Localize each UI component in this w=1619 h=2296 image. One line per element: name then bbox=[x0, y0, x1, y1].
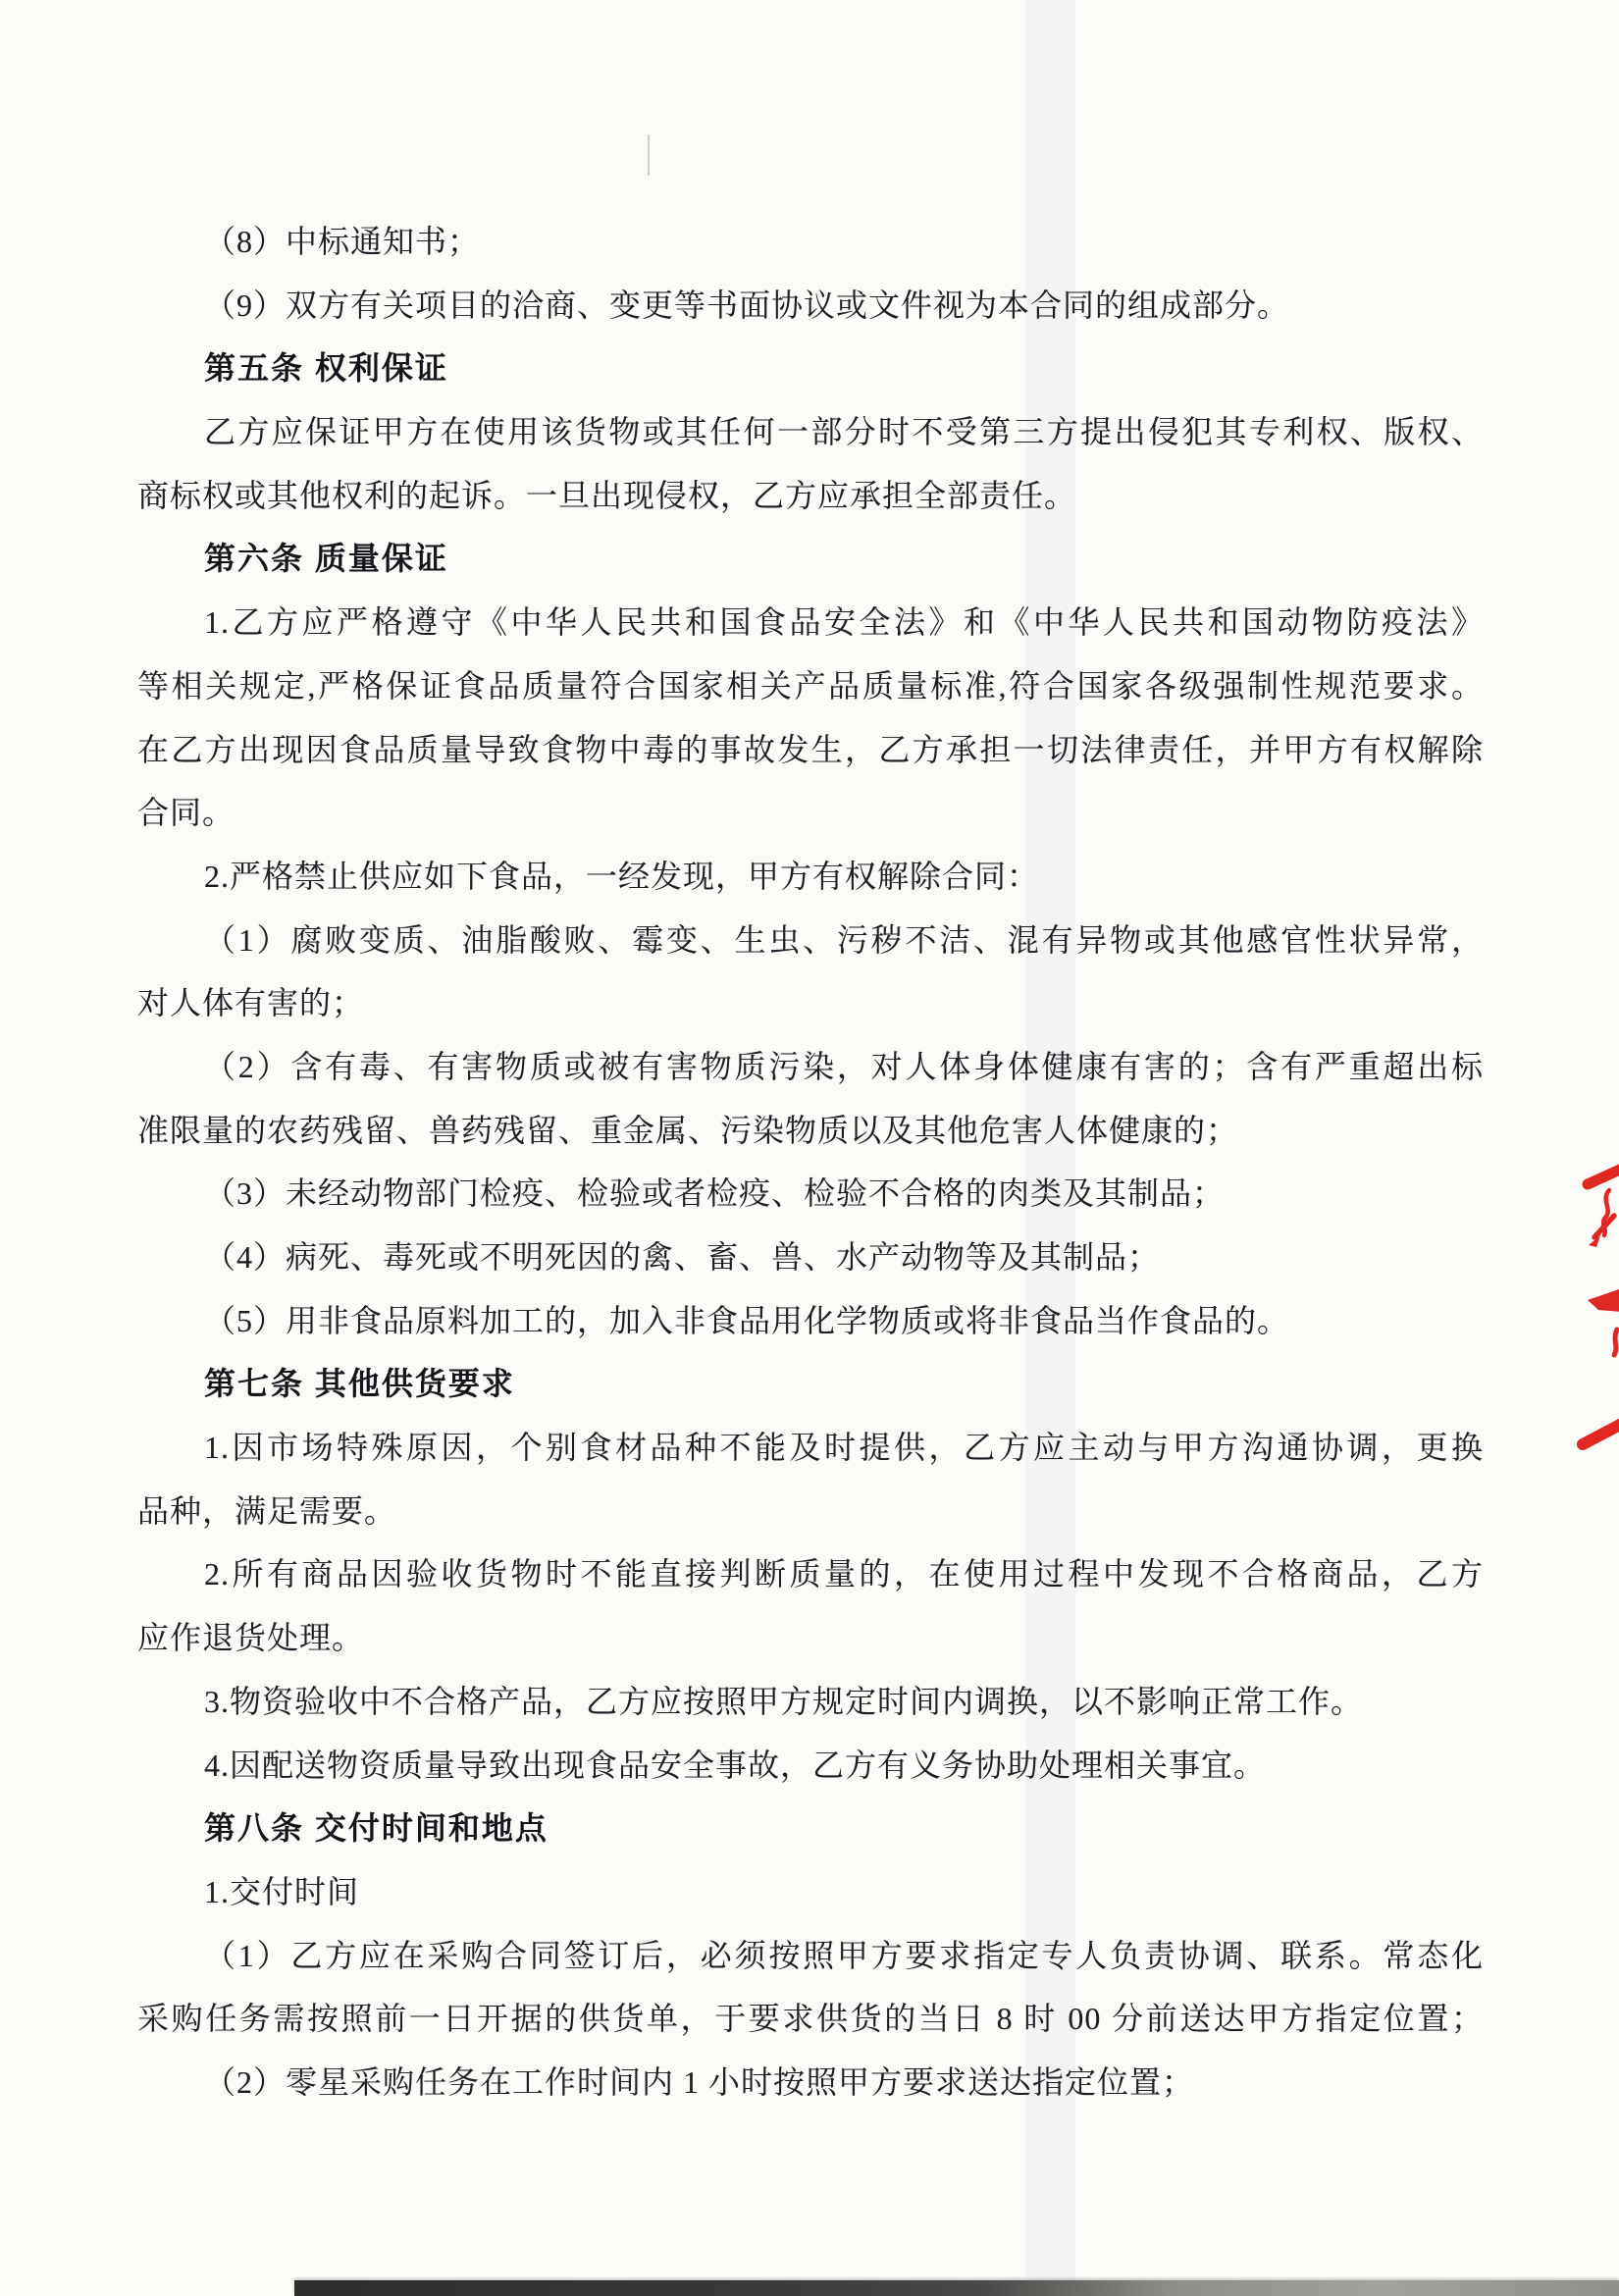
document-line: 4.因配送物资质量导致出现食品安全事故，乙方有义务协助处理相关事宜。 bbox=[204, 1747, 1267, 1783]
document-line: （1）乙方应在采购合同签订后，必须按照甲方要求指定专人负责协调、联系。常态化 bbox=[204, 1937, 1484, 1973]
scan-artifact-line bbox=[648, 134, 650, 176]
clause-heading: 第五条 权利保证 bbox=[204, 350, 448, 387]
document-line: 在乙方出现因食品质量导致食物中毒的事故发生，乙方承担一切法律责任，并甲方有权解除 bbox=[137, 731, 1484, 767]
document-line: （4）病死、毒死或不明死因的禽、畜、兽、水产动物等及其制品； bbox=[204, 1239, 1161, 1275]
document-line: 对人体有害的； bbox=[137, 985, 365, 1021]
document-line: 2.所有商品因验收货物时不能直接判断质量的，在使用过程中发现不合格商品，乙方 bbox=[204, 1556, 1484, 1592]
clause-heading: 第八条 交付时间和地点 bbox=[204, 1810, 548, 1847]
document-line: （2）含有毒、有害物质或被有害物质污染，对人体身体健康有害的；含有严重超出标 bbox=[204, 1048, 1484, 1084]
red-ink-annotation bbox=[1565, 1153, 1619, 1457]
document-line: 乙方应保证甲方在使用该货物或其任何一部分时不受第三方提出侵犯其专利权、版权、 bbox=[204, 414, 1484, 450]
document-line: 合同。 bbox=[137, 795, 235, 831]
document-line: 3.物资验收中不合格产品，乙方应按照甲方规定时间内调换，以不影响正常工作。 bbox=[204, 1683, 1364, 1719]
document-line: 应作退货处理。 bbox=[137, 1620, 365, 1656]
document-line: 准限量的农药残留、兽药残留、重金属、污染物质以及其他危害人体健康的； bbox=[137, 1112, 1239, 1148]
clause-heading: 第七条 其他供货要求 bbox=[204, 1366, 515, 1402]
document-line: 1.交付时间 bbox=[204, 1873, 360, 1909]
document-line: 等相关规定,严格保证食品质量符合国家相关产品质量标准,符合国家各级强制性规范要求。 bbox=[137, 667, 1484, 704]
document-line: 1.因市场特殊原因，个别食材品种不能及时提供，乙方应主动与甲方沟通协调，更换 bbox=[204, 1430, 1484, 1466]
document-line: （9）双方有关项目的洽商、变更等书面协议或文件视为本合同的组成部分。 bbox=[204, 287, 1290, 323]
document-line: 采购任务需按照前一日开据的供货单，于要求供货的当日 8 时 00 分前送达甲方指定位置； bbox=[137, 2001, 1484, 2037]
document-line: （2）零星采购任务在工作时间内 1 小时按照甲方要求送达指定位置； bbox=[204, 2063, 1195, 2100]
document-line: （3）未经动物部门检疫、检验或者检疫、检验不合格的肉类及其制品； bbox=[204, 1175, 1226, 1212]
clause-heading: 第六条 质量保证 bbox=[204, 541, 448, 577]
contract-body bbox=[137, 210, 1484, 2114]
document-line: 2.严格禁止供应如下食品，一经发现，甲方有权解除合同： bbox=[204, 858, 1040, 894]
scan-artifact-bottom-band bbox=[294, 2280, 1619, 2296]
document-line: （1）腐败变质、油脂酸败、霉变、生虫、污秽不洁、混有异物或其他感官性状异常， bbox=[204, 921, 1484, 958]
document-line: （5）用非食品原料加工的，加入非食品用化学物质或将非食品当作食品的。 bbox=[204, 1302, 1290, 1338]
document-line: 品种，满足需要。 bbox=[137, 1492, 397, 1529]
document-line: 1.乙方应严格遵守《中华人民共和国食品安全法》和《中华人民共和国动物防疫法》 bbox=[204, 604, 1484, 641]
document-line: 商标权或其他权利的起诉。一旦出现侵权，乙方应承担全部责任。 bbox=[137, 477, 1077, 513]
document-line: （8）中标通知书； bbox=[204, 224, 481, 259]
